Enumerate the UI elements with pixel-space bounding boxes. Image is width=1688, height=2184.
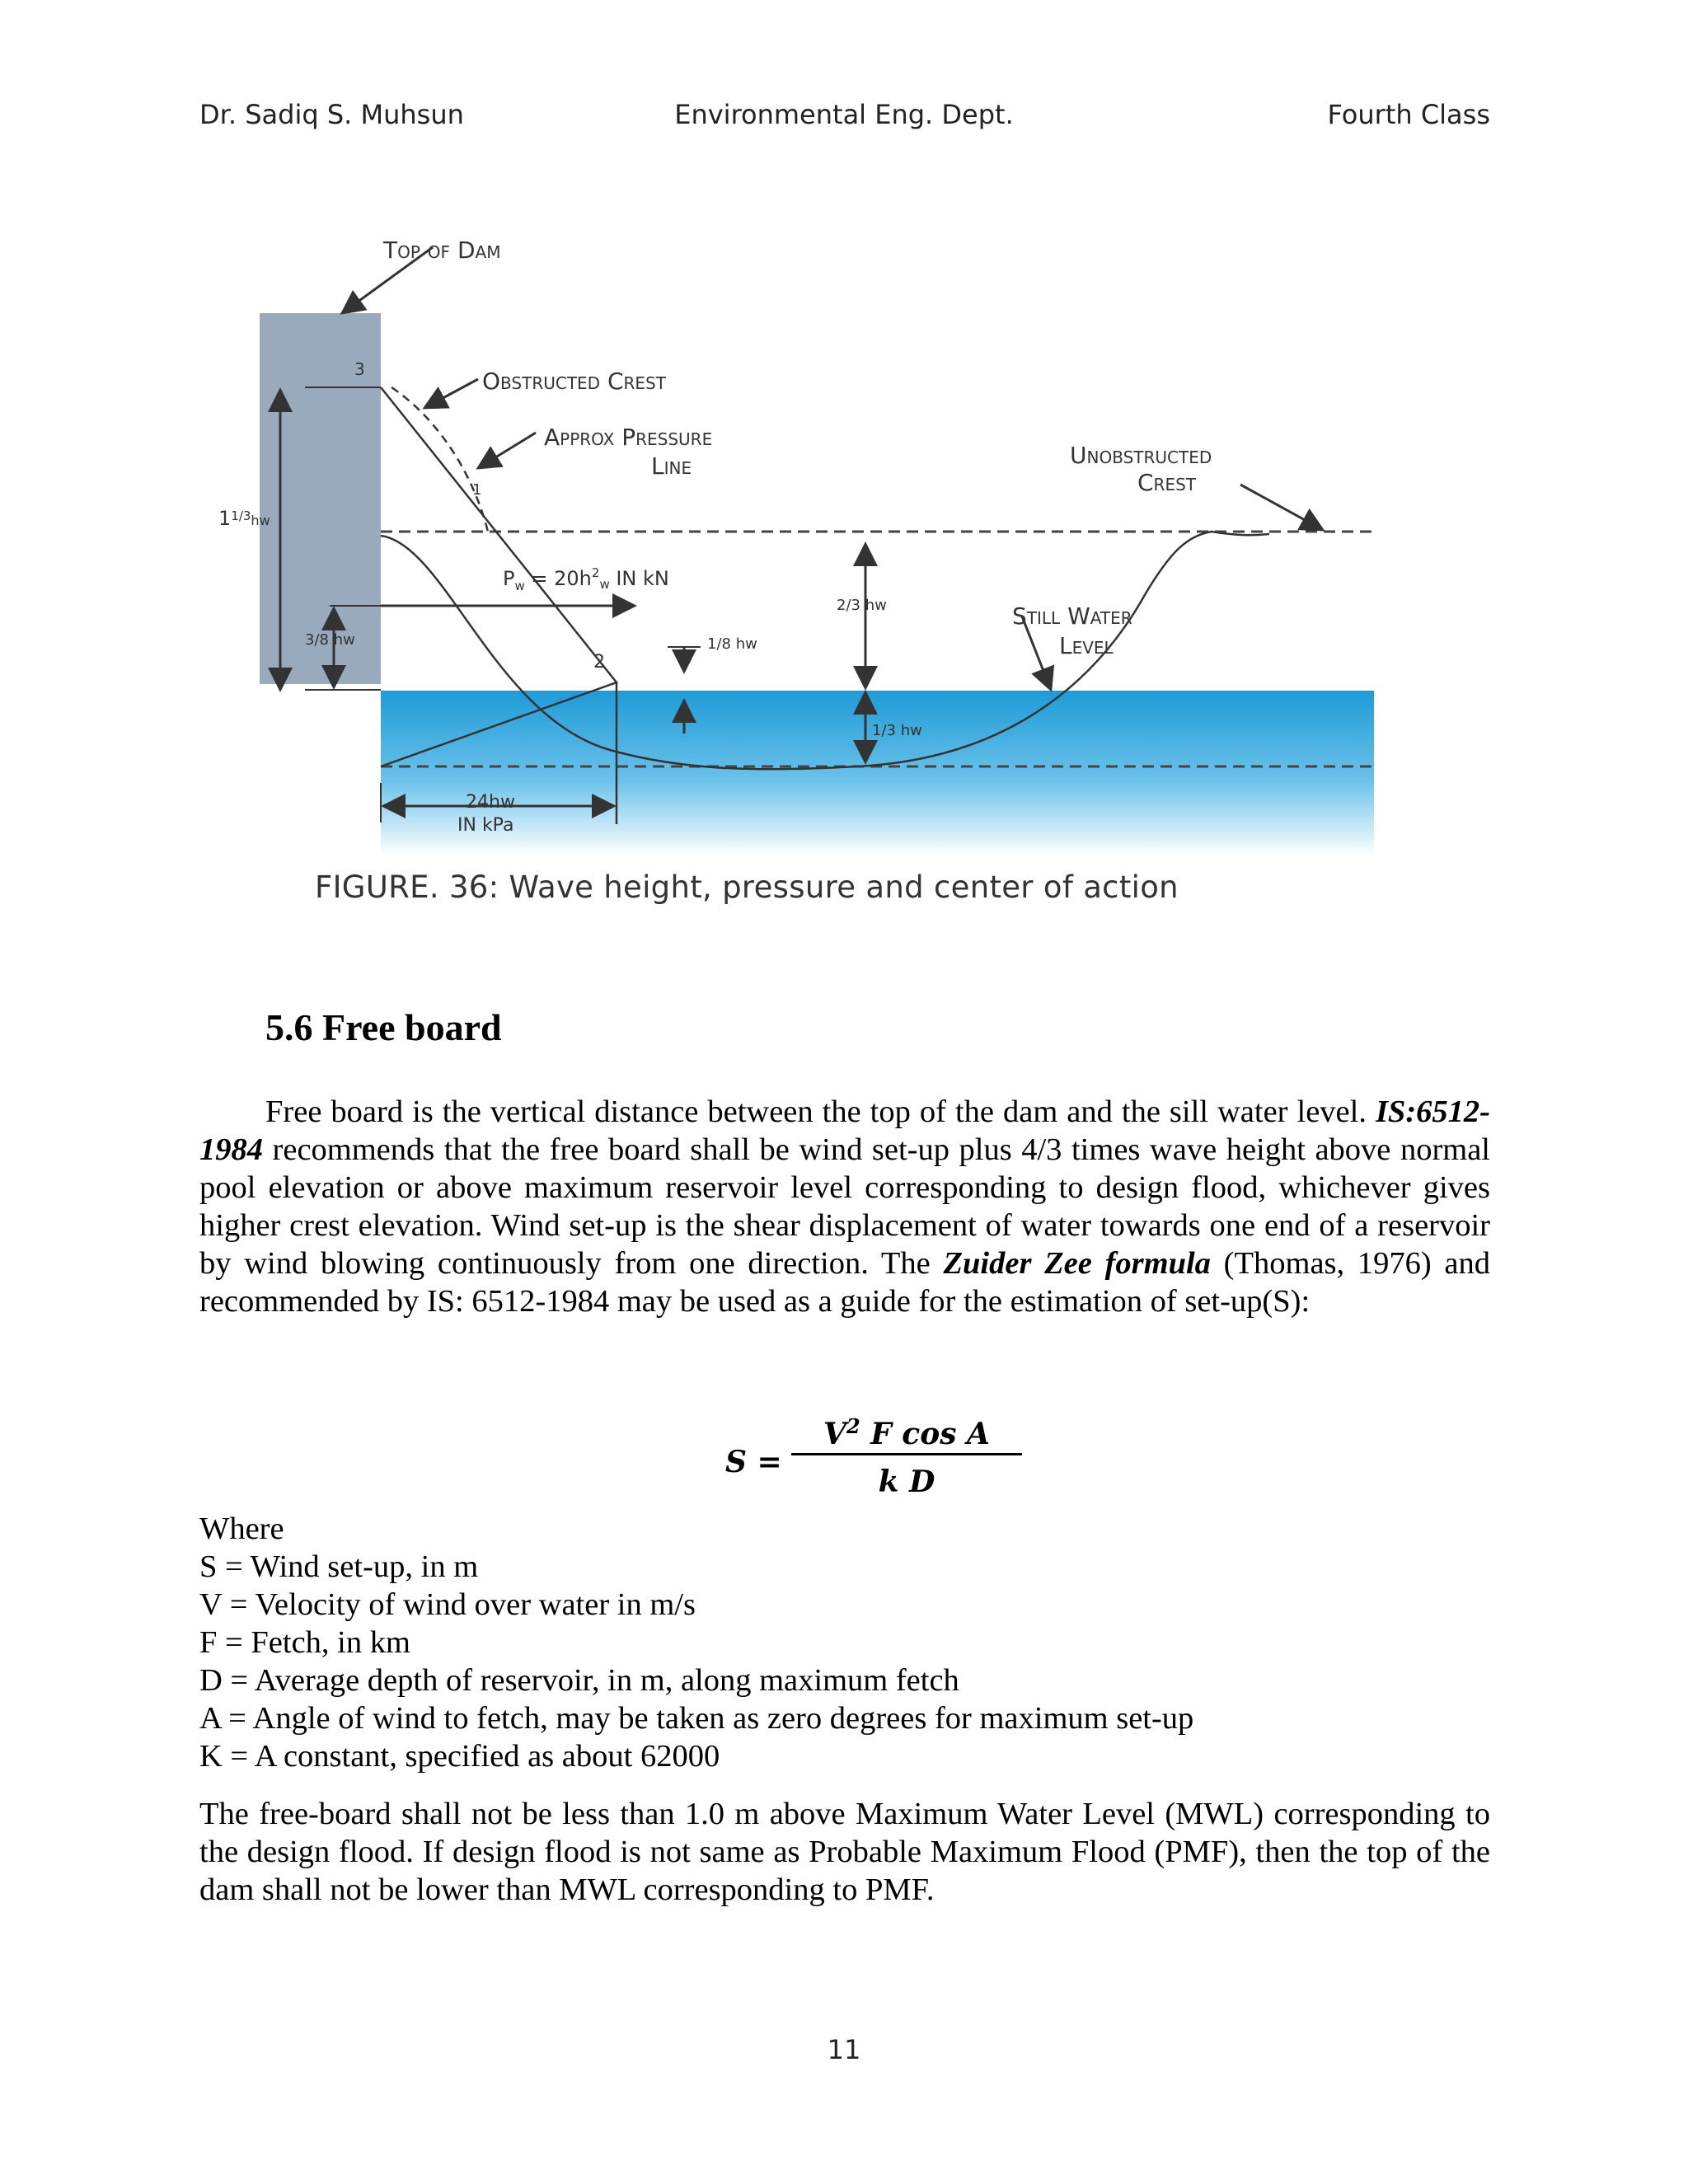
height-label-one-and-third: $1^{1/3}_{hw}$ [218, 507, 270, 530]
section-heading: 5.6 Free board [265, 1006, 502, 1048]
definition-list [199, 1510, 1193, 1775]
height-label-one-third: 1/3 hw [872, 722, 922, 739]
label-obstructed-crest: Obstructed Crest [482, 368, 666, 395]
height-label-one-eighth: 1/8 hw [707, 635, 757, 653]
standard-reference: IS:6512-1984 [199, 1094, 1490, 1167]
point-2: 2 [593, 652, 605, 673]
where-label: Where [199, 1511, 284, 1546]
label-top-of-dam: Top of Dam [383, 237, 501, 264]
body-paragraph: Free board is the vertical distance between the top of the dam and the sill water level. IS:6512-1984 recommends that the free board shall be wind set-up plus 4/3 times wave height above normal pool elevation or above maximum reservoir level corresponding to design flood, whichever gives higher crest elevation. Wind set-up is the shear displacement of water towards one end of a reservoir by wind blowing continuously from one direction. The Zuider Zee formula (Thomas, 1976) and recommended by IS: 6512-1984 may be used as a guide for the estimation of set-up(S): [199, 1094, 1491, 1319]
page-number: 11 [827, 2034, 861, 2065]
definition-item: V = Velocity of wind over water in m/s [199, 1587, 696, 1622]
force-label: $P_w = 20h^2_w$ IN kN [503, 565, 669, 593]
header-author: Dr. Sadiq S. Muhsun [199, 99, 464, 130]
definition-item: D = Average depth of reservoir, in m, along maximum fetch [199, 1663, 959, 1698]
width-label: 24hw [466, 792, 515, 813]
closing-paragraph: The free-board shall not be less than 1.0 m above Maximum Water Level (MWL) corresponding to the design flood. If design flood is not same as Probable Maximum Flood (PMF), then the top of the dam shall not be lower than MWL corresponding to PMF. [199, 1797, 1490, 1907]
label-unobstructed-crest: Crest [1137, 469, 1196, 496]
definition-item: S = Wind set-up, in m [199, 1549, 479, 1584]
label-approx-pressure: Approx Pressure [544, 424, 713, 451]
definition-item: K = A constant, specified as about 62000 [199, 1739, 720, 1774]
height-label-two-thirds: 2/3 hw [837, 597, 887, 614]
label-still-water: Still Water [1012, 602, 1132, 630]
wave-pressure-figure [198, 223, 1376, 915]
label-unobstructed: Unobstructed [1070, 442, 1212, 469]
point-1: 1 [472, 481, 482, 499]
figure-caption: FIGURE. 36: Wave height, pressure and center of action [315, 869, 1179, 905]
formula-name: Zuider Zee formula [943, 1246, 1211, 1281]
width-unit-label: IN kPa [457, 815, 514, 836]
label-still-water-level: Level [1059, 632, 1114, 659]
height-label-three-eighths: 3/8 hw [305, 631, 355, 649]
header-class: Fourth Class [1327, 99, 1490, 130]
water-body [381, 691, 1374, 855]
definition-item: F = Fetch, in km [199, 1625, 410, 1660]
label-approx-pressure-line: Line [651, 452, 692, 480]
header-department: Environmental Eng. Dept. [674, 99, 1014, 130]
point-3: 3 [354, 359, 365, 379]
definition-item: A = Angle of wind to fetch, may be taken as zero degrees for maximum set-up [199, 1701, 1194, 1736]
